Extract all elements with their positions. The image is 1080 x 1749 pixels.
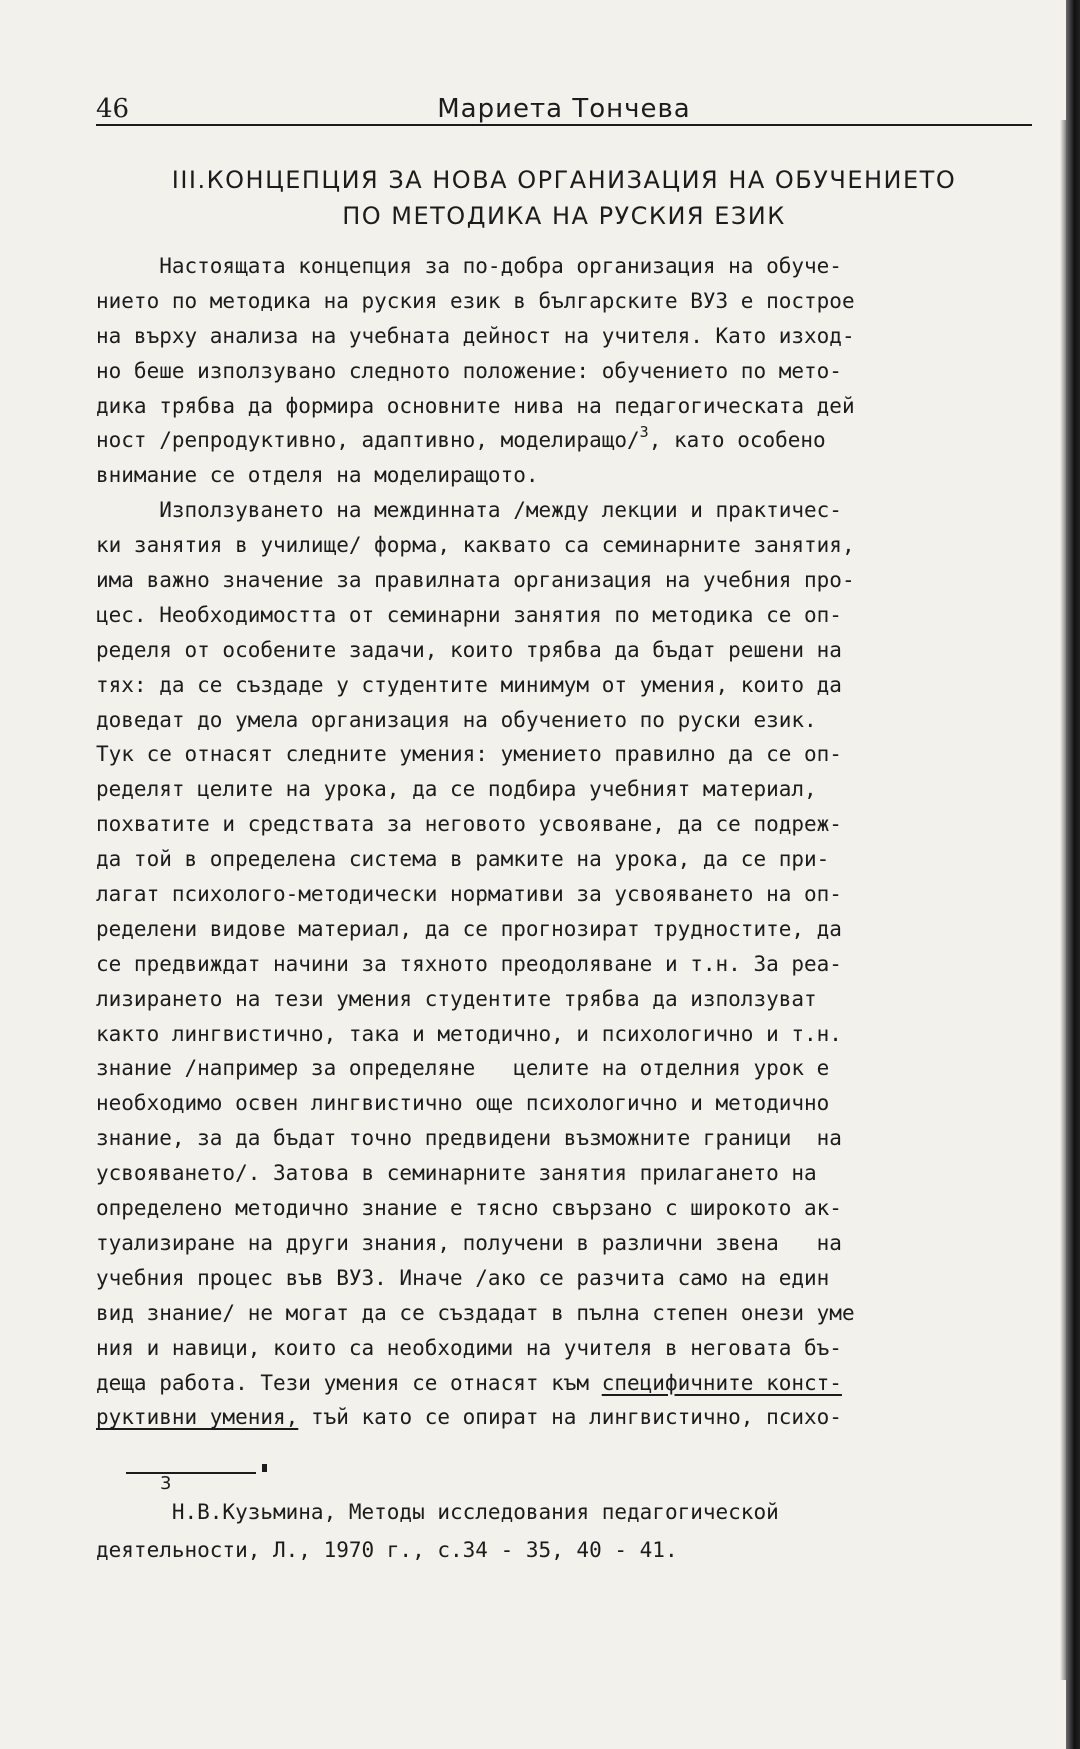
page-header <box>96 92 1032 126</box>
running-head: Мариета Тончева <box>437 94 691 124</box>
text-line: учебния процес във ВУЗ. Иначе /ако се разчита само на един <box>96 1265 830 1290</box>
text-line: туализиране на други знания, получени в различни звена на <box>96 1230 842 1255</box>
text-line: похватите и средствата за неговото усвояване, да се подреж- <box>96 812 842 837</box>
footnote-line <box>96 1493 1056 1531</box>
chapter-title <box>96 162 1032 234</box>
text-line: доведат до умела организация на обучението по руски език. <box>96 707 817 732</box>
text-segment: ност /репродуктивно, адаптивно, моделиращо/ <box>96 428 640 453</box>
text-line: Настоящата концепция за по-добра организация на обуче- <box>96 254 842 278</box>
separator-mark <box>262 1464 267 1472</box>
text-line: вид знание/ не могат да се създадат в пълна степен онези уме <box>96 1300 855 1325</box>
underlined-term: руктивни умения, <box>96 1405 299 1430</box>
text-line: цес. Необходимостта от семинарни занятия по методика се оп- <box>96 602 842 627</box>
text-line: тях: да се създаде у студентите минимум от умения, които да <box>96 672 842 697</box>
text-line: Тук се отнасят следните умения: умението правилно да се оп- <box>96 742 842 767</box>
text-line: както лингвистично, така и методично, и психологично и т.н. <box>96 1021 842 1046</box>
text-line: усвояването/. Затова в семинарните занятия прилагането на <box>96 1161 817 1186</box>
text-segment: деща работа. Тези умения се отнасят към <box>96 1370 602 1395</box>
underlined-term: специфичните конст- <box>601 1370 842 1395</box>
text-line: необходимо освен лингвистично още психологично и методично <box>96 1091 830 1116</box>
text-segment: , като особено <box>648 428 826 453</box>
body-text <box>96 249 1056 1435</box>
text-line <box>96 423 1056 458</box>
text-segment: тъй като се опират на лингвистично, психо- <box>298 1405 842 1430</box>
footnote <box>96 1493 1056 1569</box>
footnote-marker: 3 <box>160 1473 172 1494</box>
text-line: ределя от особените задачи, които трябва да бъдат решени на <box>96 637 842 662</box>
text-line: ределени видове материал, да се прогнозират трудностите, да <box>96 916 842 941</box>
text-line <box>96 1366 1056 1401</box>
footnote-reference: 3 <box>639 423 649 442</box>
text-line: но беше използувано следното положение: обучението по мето- <box>96 358 842 383</box>
text-line: дика трябва да формира основните нива на педагогическата дей <box>96 393 855 418</box>
footnote-line: деятельности, Л., 1970 г., с.34 - 35, 40 - 41. <box>96 1538 678 1562</box>
text-line: ки занятия в училище/ форма, каквато са семинарните занятия, <box>96 533 855 558</box>
footnote-text: Н.В.Кузьмина, Методы исследования педагогической <box>171 1500 779 1524</box>
page-number: 46 <box>96 94 130 124</box>
text-line: лизирането на тези умения студентите трябва да използуват <box>96 986 817 1011</box>
text-line: има важно значение за правилната организация на учебния про- <box>96 568 855 593</box>
text-line: Използуването на междинната /между лекции и практичес- <box>96 498 842 523</box>
chapter-title-line-1: III.КОНЦЕПЦИЯ ЗА НОВА ОРГАНИЗАЦИЯ НА ОБУЧЕНИЕТО <box>171 166 957 194</box>
text-line: внимание се отделя на моделиращото. <box>96 463 539 488</box>
text-line: да той в определена система в рамките на урока, да се при- <box>96 847 830 872</box>
text-line: знание, за да бъдат точно предвидени възможните граници на <box>96 1126 842 1151</box>
text-line: се предвиждат начини за тяхното преодоляване и т.н. За реа- <box>96 951 842 976</box>
chapter-title-line-2: ПО МЕТОДИКА НА РУСКИЯ ЕЗИК <box>342 202 786 230</box>
text-line: лагат психолого-методически нормативи за усвояването на оп- <box>96 882 842 907</box>
text-line: ния и навици, които са необходими на учителя в неговата бъ- <box>96 1335 842 1360</box>
scan-edge <box>1066 0 1080 1749</box>
text-line: ределят целите на урока, да се подбира учебният материал, <box>96 777 817 802</box>
text-line <box>96 1400 1056 1435</box>
text-line: определено методично знание е тясно свързано с широкото ак- <box>96 1196 842 1221</box>
footnote-separator <box>126 1472 256 1474</box>
text-line: нието по методика на руския език в българските ВУЗ е построе <box>96 288 855 313</box>
text-line: на върху анализа на учебната дейност на учителя. Като изход- <box>96 323 855 348</box>
text-line: знание /например за определяне целите на отделния урок е <box>96 1056 830 1081</box>
scan-shadow <box>1060 120 1066 1680</box>
